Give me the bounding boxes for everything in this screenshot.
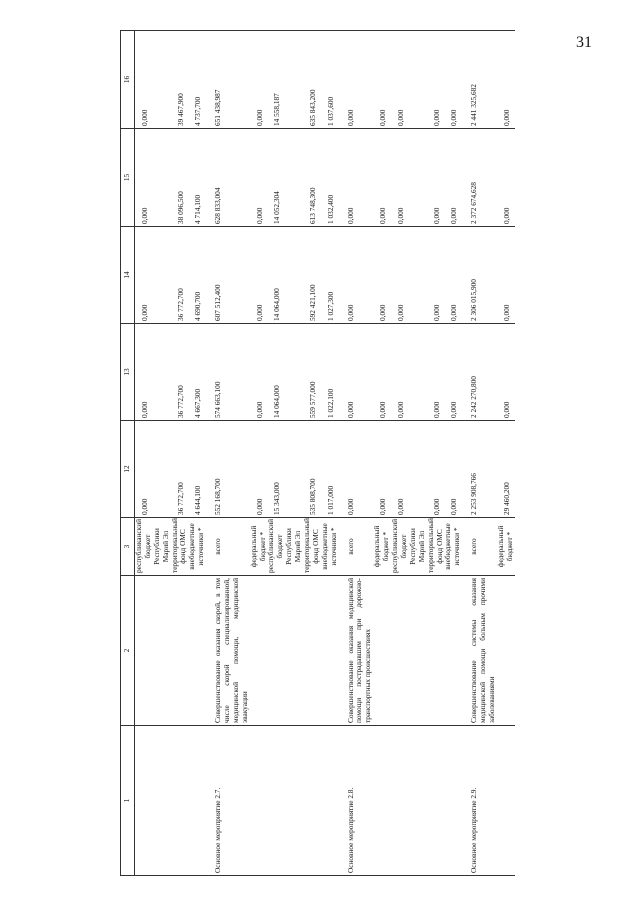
column-header: 3 — [120, 517, 134, 575]
table-row — [426, 30, 444, 875]
column-header: 13 — [120, 323, 134, 420]
value-cell: 0,000 — [496, 128, 514, 226]
measure-description-cell — [373, 575, 391, 725]
table-row — [462, 30, 497, 875]
value-cell: 574 663,100 — [206, 323, 250, 420]
funding-source-cell: внебюджетные источники * — [320, 517, 338, 575]
table-row — [249, 30, 267, 875]
funding-source-cell: федеральный бюджет * — [373, 517, 391, 575]
table-row — [267, 30, 303, 875]
table-row — [134, 30, 170, 875]
funding-source-cell: федеральный бюджет * — [496, 517, 514, 575]
funding-source-cell: внебюджетные источники * — [188, 517, 206, 575]
value-cell: 4 667,300 — [188, 323, 206, 420]
measure-name-cell — [373, 725, 391, 875]
value-cell: 38 096,500 — [170, 128, 188, 226]
value-cell: 39 467,900 — [170, 30, 188, 128]
value-cell: 0,000 — [249, 323, 267, 420]
rotated-table-container — [120, 31, 620, 876]
value-cell: 0,000 — [338, 323, 373, 420]
value-cell: 2 441 325,682 — [462, 30, 497, 128]
measure-name-cell — [426, 725, 444, 875]
funding-source-cell: внебюджетные источники * — [444, 517, 462, 575]
measure-description-cell — [134, 575, 170, 725]
measure-description-cell — [391, 575, 427, 725]
value-cell: 2 306 015,900 — [462, 226, 497, 323]
table-row — [391, 30, 427, 875]
value-cell: 0,000 — [338, 30, 373, 128]
value-cell: 651 438,987 — [206, 30, 250, 128]
measure-name-cell — [249, 725, 267, 875]
value-cell: 29 460,200 — [496, 420, 514, 517]
measure-description-cell — [267, 575, 303, 725]
table-body — [134, 30, 514, 875]
value-cell: 1 022,100 — [320, 323, 338, 420]
funding-source-cell: федеральный бюджет * — [249, 517, 267, 575]
funding-source-cell: территориальный фонд ОМС — [170, 517, 188, 575]
value-cell: 0,000 — [391, 226, 427, 323]
value-cell: 0,000 — [444, 226, 462, 323]
funding-source-cell: территориальный фонд ОМС — [426, 517, 444, 575]
measure-name-cell — [391, 725, 427, 875]
value-cell: 36 772,700 — [170, 226, 188, 323]
value-cell: 0,000 — [391, 323, 427, 420]
measure-description-cell — [249, 575, 267, 725]
value-cell: 0,000 — [444, 323, 462, 420]
budget-table — [120, 30, 515, 876]
measure-description-cell — [444, 575, 462, 725]
measure-description-cell — [320, 575, 338, 725]
column-header: 15 — [120, 128, 134, 226]
measure-name-cell: Основное мероприятие 2.8. — [338, 725, 373, 875]
measure-description-cell — [426, 575, 444, 725]
value-cell: 0,000 — [373, 420, 391, 517]
measure-description-cell: Совершенствование оказания скорой, в том числе скорой специализированной, медицинской помощи, медицинской эвакуации — [206, 575, 250, 725]
value-cell: 535 808,700 — [303, 420, 321, 517]
value-cell: 0,000 — [338, 226, 373, 323]
table-row — [373, 30, 391, 875]
value-cell: 0,000 — [134, 30, 170, 128]
value-cell: 0,000 — [134, 128, 170, 226]
value-cell: 552 168,700 — [206, 420, 250, 517]
funding-source-cell: всего — [462, 517, 497, 575]
value-cell: 4 644,100 — [188, 420, 206, 517]
value-cell: 635 843,200 — [303, 30, 321, 128]
column-header: 12 — [120, 420, 134, 517]
measure-name-cell — [188, 725, 206, 875]
measure-description-cell: Совершенствование оказания медицинской помощи пострадавшим при дорожно-транспортных происшествиях — [338, 575, 373, 725]
table-row — [496, 30, 514, 875]
column-header: 16 — [120, 30, 134, 128]
measure-name-cell — [320, 725, 338, 875]
value-cell: 4 690,700 — [188, 226, 206, 323]
value-cell: 0,000 — [496, 226, 514, 323]
table-row — [188, 30, 206, 875]
value-cell: 0,000 — [338, 128, 373, 226]
value-cell: 0,000 — [249, 128, 267, 226]
value-cell: 0,000 — [134, 226, 170, 323]
value-cell: 0,000 — [444, 30, 462, 128]
value-cell: 0,000 — [134, 420, 170, 517]
table-row — [206, 30, 250, 875]
funding-source-cell: территориальный фонд ОМС — [303, 517, 321, 575]
funding-source-cell: республиканский бюджет Республики Марий Эл — [134, 517, 170, 575]
value-cell: 1 037,600 — [320, 30, 338, 128]
measure-name-cell — [134, 725, 170, 875]
value-cell: 0,000 — [444, 420, 462, 517]
value-cell: 0,000 — [249, 420, 267, 517]
value-cell: 1 032,400 — [320, 128, 338, 226]
measure-description-cell — [188, 575, 206, 725]
value-cell: 2 253 908,766 — [462, 420, 497, 517]
value-cell: 0,000 — [426, 128, 444, 226]
value-cell: 4 714,100 — [188, 128, 206, 226]
value-cell: 0,000 — [496, 30, 514, 128]
value-cell: 36 772,700 — [170, 323, 188, 420]
value-cell: 15 343,000 — [267, 420, 303, 517]
value-cell: 0,000 — [426, 420, 444, 517]
value-cell: 0,000 — [373, 128, 391, 226]
value-cell: 14 064,000 — [267, 226, 303, 323]
value-cell: 559 577,000 — [303, 323, 321, 420]
value-cell: 0,000 — [249, 30, 267, 128]
table-row — [303, 30, 321, 875]
value-cell: 607 512,400 — [206, 226, 250, 323]
measure-name-cell — [496, 725, 514, 875]
table-row — [170, 30, 188, 875]
measure-name-cell — [267, 725, 303, 875]
table-header-row — [120, 30, 134, 875]
value-cell: 0,000 — [496, 323, 514, 420]
value-cell: 592 421,100 — [303, 226, 321, 323]
column-header: 1 — [120, 725, 134, 875]
value-cell: 14 558,187 — [267, 30, 303, 128]
column-header: 2 — [120, 575, 134, 725]
funding-source-cell: республиканский бюджет Республики Марий Эл — [267, 517, 303, 575]
value-cell: 14 052,304 — [267, 128, 303, 226]
value-cell: 36 772,700 — [170, 420, 188, 517]
value-cell: 0,000 — [426, 30, 444, 128]
value-cell: 2 372 674,628 — [462, 128, 497, 226]
value-cell: 0,000 — [391, 30, 427, 128]
value-cell: 1 027,300 — [320, 226, 338, 323]
measure-name-cell: Основное мероприятие 2.7. — [206, 725, 250, 875]
value-cell: 0,000 — [338, 420, 373, 517]
funding-source-cell: республиканский бюджет Республики Марий Эл — [391, 517, 427, 575]
value-cell: 0,000 — [249, 226, 267, 323]
value-cell: 0,000 — [426, 323, 444, 420]
value-cell: 0,000 — [373, 323, 391, 420]
column-header: 14 — [120, 226, 134, 323]
value-cell: 0,000 — [444, 128, 462, 226]
value-cell: 628 833,004 — [206, 128, 250, 226]
table-row — [320, 30, 338, 875]
measure-description-cell — [496, 575, 514, 725]
measure-name-cell — [170, 725, 188, 875]
value-cell: 613 748,300 — [303, 128, 321, 226]
measure-name-cell: Основное мероприятие 2.9. — [462, 725, 497, 875]
measure-description-cell — [170, 575, 188, 725]
value-cell: 0,000 — [391, 128, 427, 226]
table-row — [444, 30, 462, 875]
table-row — [338, 30, 373, 875]
page-number: 31 — [576, 34, 592, 51]
measure-name-cell — [444, 725, 462, 875]
value-cell: 1 017,000 — [320, 420, 338, 517]
value-cell: 2 242 270,800 — [462, 323, 497, 420]
value-cell: 14 064,000 — [267, 323, 303, 420]
funding-source-cell: всего — [206, 517, 250, 575]
value-cell: 0,000 — [391, 420, 427, 517]
value-cell: 0,000 — [134, 323, 170, 420]
value-cell: 0,000 — [426, 226, 444, 323]
funding-source-cell: всего — [338, 517, 373, 575]
measure-description-cell — [303, 575, 321, 725]
measure-description-cell: Совершенствование системы оказания медицинской помощи больным прочими заболеваниями — [462, 575, 497, 725]
value-cell: 4 737,700 — [188, 30, 206, 128]
value-cell: 0,000 — [373, 30, 391, 128]
value-cell: 0,000 — [373, 226, 391, 323]
measure-name-cell — [303, 725, 321, 875]
